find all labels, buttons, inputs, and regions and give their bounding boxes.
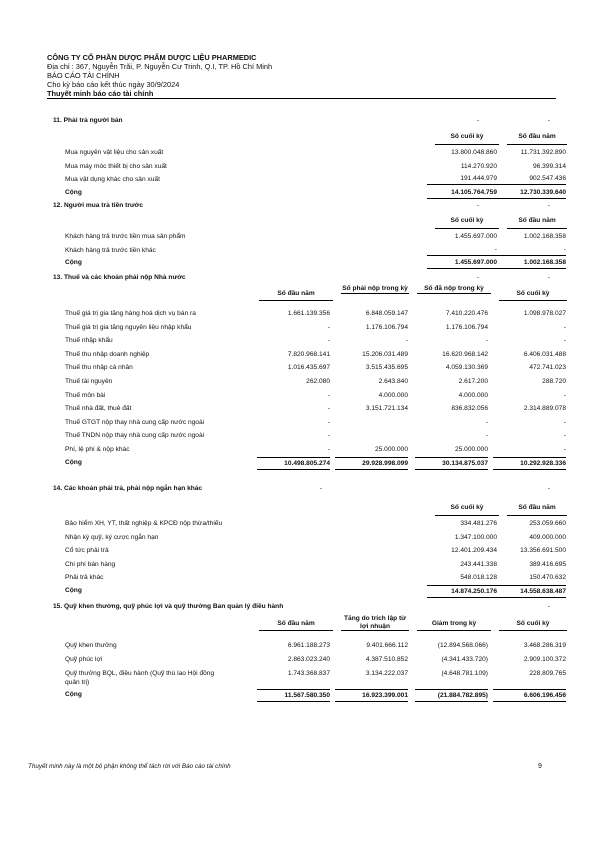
cell-value: 13.800.048.860	[451, 149, 497, 156]
column-headers	[47, 130, 556, 144]
col-header: Số đã nộp trong kỳ	[417, 285, 491, 294]
cell-value: -	[427, 244, 497, 256]
section-11	[47, 116, 566, 198]
section-title: 12. Người mua trả tiền trước	[53, 202, 144, 209]
cell-value: 548.018.128	[460, 574, 497, 581]
cell-value: 7.410.220.476	[445, 310, 488, 317]
table-row	[47, 160, 566, 174]
cell-value: 15.206.031.489	[362, 350, 408, 358]
dash: -	[547, 485, 550, 492]
cell-value: 13.356.691.500	[520, 547, 566, 554]
table-row	[47, 375, 566, 389]
cell-value: 3.468.286.319	[523, 642, 566, 649]
cell-value: 253.059.660	[529, 520, 566, 527]
table-row	[47, 443, 566, 457]
cell-value: -	[327, 418, 330, 426]
row-label: Nhận ký quỹ, ký cược ngắn hạn	[65, 533, 159, 541]
row-label: Cộng	[65, 188, 82, 196]
table-row	[47, 230, 566, 244]
cell-value: 7.820.968.141	[287, 350, 330, 358]
col-header: Giảm trong kỳ	[417, 620, 491, 631]
cell-value: -	[327, 337, 330, 345]
company-name: CÔNG TY CỔ PHẦN DƯỢC PHẨM DƯỢC LIỆU PHARMEDIC	[47, 53, 257, 62]
col-header: Số đầu năm	[507, 214, 567, 229]
cell-value: -	[563, 445, 566, 453]
cell-value: 3.151.721.134	[365, 405, 408, 413]
col-header: Số cuối kỳ	[499, 620, 567, 631]
row-label: Thuế môn bài	[65, 391, 106, 399]
row-label: Thuế thu nhập doanh nghiệp	[65, 350, 150, 358]
cell-value: (21.884.782.895)	[415, 689, 488, 702]
cell-value: 902.547.436	[492, 173, 566, 185]
section-14	[47, 484, 566, 596]
dash: -	[547, 202, 550, 209]
cell-value: 1.002.168.358	[523, 233, 566, 240]
col-header: Số đầu năm	[259, 620, 333, 631]
row-label: Khách hàng trả trước tiền khác	[65, 246, 156, 254]
col-header: Số cuối kỳ	[435, 501, 499, 516]
cell-value: 2.909.100.372	[523, 656, 566, 663]
row-label	[65, 669, 214, 687]
column-headers	[47, 614, 556, 636]
cell-value: 1.455.697.000	[454, 233, 497, 240]
cell-value: 472.741.023	[529, 364, 566, 372]
cell-value: 29.928.998.099	[335, 457, 408, 470]
cell-value: 16.620.968.142	[442, 350, 488, 358]
table-row	[47, 334, 566, 348]
table-row	[47, 389, 566, 403]
notes-title: Thuyết minh báo cáo tài chính	[47, 89, 556, 99]
dash: -	[476, 274, 480, 281]
cell-value: 288.720	[542, 377, 566, 385]
cell-value: -	[327, 405, 330, 413]
dash: -	[476, 202, 480, 209]
table-row	[47, 429, 566, 443]
tax-table-body	[47, 307, 566, 457]
section-title: 13. Thuế và các khoản phải nộp Nhà nước	[53, 274, 186, 281]
cell-value: -	[563, 337, 566, 345]
row-label: Khách hàng trả trước tiền mua sản phẩm	[65, 233, 186, 240]
cell-value: 12.401.209.434	[451, 547, 497, 554]
table-row	[47, 361, 566, 375]
cell-value: 4.059.130.369	[445, 364, 488, 372]
cell-value: -	[327, 323, 330, 331]
cell-value: 11.567.580.350	[257, 689, 330, 702]
col-header: Tăng do trích lập từ lợi nhuận	[341, 615, 409, 631]
row-label: Cổ tức phải trả	[65, 547, 109, 554]
row-label: Thuế giá trị gia tăng hàng hoá dịch vụ bán ra	[65, 310, 196, 317]
cell-value: 6.406.031.488	[523, 350, 566, 358]
table-row	[47, 173, 566, 187]
dash: -	[547, 274, 550, 281]
cell-value: 389.416.695	[529, 560, 566, 568]
cell-value: -	[563, 418, 566, 426]
cell-value: -	[327, 445, 330, 453]
col-header: Số cuối kỳ	[435, 214, 499, 229]
cell-value: 30.134.875.037	[415, 457, 488, 470]
section-12	[47, 201, 566, 268]
cell-value: 25.000.000	[374, 445, 408, 453]
cell-value: -	[563, 323, 566, 331]
document-header	[47, 53, 556, 99]
cell-value: -	[563, 391, 566, 399]
cell-value: -	[563, 432, 566, 440]
table-row	[47, 307, 566, 321]
total-row	[47, 585, 566, 596]
cell-value: 3.134.222.037	[365, 670, 408, 677]
cell-value: 334.481.276	[460, 520, 497, 527]
cell-value: -	[405, 337, 408, 345]
table-row	[47, 146, 566, 160]
cell-value: (4.648.781.109)	[441, 670, 488, 677]
cell-value: 262.080	[306, 377, 330, 385]
row-label: Cộng	[65, 458, 82, 466]
row-label: Thuế tài nguyên	[65, 377, 113, 385]
col-header: Số cuối kỳ	[435, 130, 499, 145]
cell-value: 836.832.056	[451, 405, 488, 413]
section-title: 15. Quỹ khen thưởng, quỹ phúc lợi và quỹ thưởng Ban quản lý điều hành	[53, 603, 284, 610]
row-label: Phải trả khác	[65, 574, 104, 581]
cell-value: 2.617.200	[458, 377, 488, 385]
cell-value: 16.923.399.001	[335, 689, 408, 702]
cell-value: 2.863.023.240	[287, 656, 330, 663]
report-period: Cho kỳ báo cáo kết thúc ngày 30/9/2024	[47, 80, 180, 89]
page-number: 9	[538, 763, 542, 770]
col-header: Số đầu năm	[507, 130, 567, 145]
dash: -	[547, 117, 550, 124]
cell-value: -	[485, 418, 488, 426]
row-label: Phí, lệ phí & nộp khác	[65, 445, 130, 453]
row-label: Thuế giá trị gia tăng nguyên liệu nhập khẩu	[65, 323, 192, 331]
total-row	[47, 689, 566, 701]
cell-value: 1.347.100.000	[454, 533, 497, 541]
table-row	[47, 653, 566, 667]
cell-value: 6.606.196.456	[493, 689, 566, 702]
cell-value: 6.848.059.147	[365, 310, 408, 317]
table-row	[47, 558, 566, 572]
total-row	[47, 257, 566, 268]
cell-value: 243.441.338	[460, 560, 497, 568]
cell-value: 2.643.840	[378, 377, 408, 385]
cell-value: 1.743.368.837	[287, 670, 330, 677]
cell-value: -	[327, 432, 330, 440]
cell-value: -	[485, 337, 488, 345]
column-headers	[47, 284, 556, 306]
row-label: Thuế nhập khẩu	[65, 337, 113, 345]
table-row	[47, 244, 566, 258]
row-label: Mua vật dụng khác cho sản xuất	[65, 176, 160, 183]
table-row	[47, 402, 566, 416]
cell-value: 10.292.928.336	[493, 457, 566, 470]
row-label: Thuế thu nhập cá nhân	[65, 364, 133, 372]
col-header: Số phải nộp trong kỳ	[342, 285, 408, 292]
cell-value: 12.730.339.640	[492, 187, 566, 199]
cell-value: 25.000.000	[454, 445, 488, 453]
table-row	[47, 667, 566, 689]
cell-value: 1.661.139.356	[287, 310, 330, 317]
cell-value: 114.270.920	[460, 162, 497, 170]
cell-value: 1.176.106.794	[365, 323, 408, 331]
cell-value: -	[485, 432, 488, 440]
row-label: Mua máy móc thiết bị cho sản xuất	[65, 162, 167, 170]
cell-value: 1.002.168.358	[492, 257, 566, 269]
cell-value: -	[492, 244, 566, 256]
row-label: Cộng	[65, 586, 82, 594]
cell-value: 14.105.764.759	[427, 187, 497, 199]
cell-value: 14.558.638.487	[492, 585, 566, 598]
cell-value: 150.470.632	[529, 574, 566, 581]
row-label-line: Quỹ thưởng BQL, điều hành (Quỹ thù lao Hội đồng	[65, 670, 215, 677]
cell-value: 10.498.805.274	[257, 457, 330, 470]
cell-value: 9.401.666.112	[366, 642, 408, 649]
cell-value: 1.455.697.000	[427, 257, 497, 269]
table-row	[47, 348, 566, 362]
row-label: Chi phí bán hàng	[65, 560, 116, 568]
cell-value: 409.000.000	[529, 533, 566, 541]
cell-value: 191.444.979	[427, 173, 497, 185]
cell-value: (4.341.433.720)	[441, 656, 488, 663]
row-label: Thuế TNDN nộp thay nhà cung cấp nước ngoài	[65, 432, 205, 440]
col-header: Số đầu năm	[259, 290, 333, 301]
report-title: BÁO CÁO TÀI CHÍNH	[47, 71, 120, 80]
cell-value: 6.961.188.273	[287, 642, 330, 649]
col-header: Số cuối kỳ	[499, 290, 567, 301]
cell-value: 4.000.000	[378, 391, 408, 399]
cell-value: 4.000.000	[458, 391, 488, 399]
column-headers	[47, 214, 556, 228]
cell-value: 3.515.435.695	[365, 364, 408, 372]
table-row	[47, 531, 566, 545]
company-address: Địa chỉ : 367, Nguyễn Trãi, P. Nguyễn Cư Trinh, Q.I, TP. Hồ Chí Minh	[47, 62, 273, 71]
row-label: Thuế nhà đất, thuê đất	[65, 405, 132, 413]
cell-value: 96.399.314	[532, 162, 566, 170]
table-row	[47, 639, 566, 653]
row-label: Cộng	[65, 691, 82, 698]
cell-value: 14.874.250.176	[427, 585, 497, 598]
row-label: Thuế GTGT nộp thay nhà cung cấp nước ngoài	[65, 418, 205, 426]
row-label: Bảo hiểm XH, YT, thất nghiệp & KPCĐ nộp thừa/thiếu	[65, 520, 223, 527]
cell-value: (12.894.568.066)	[437, 642, 488, 649]
dash: -	[319, 485, 323, 492]
cell-value: 4.387.510.852	[365, 656, 408, 663]
total-row	[47, 187, 566, 198]
column-headers	[47, 501, 556, 515]
row-label: Quỹ khen thưởng	[65, 642, 117, 649]
section-title: 14. Các khoản phải trả, phải nộp ngắn hạn khác	[53, 485, 203, 492]
cell-value: 228.809.765	[529, 670, 566, 677]
section-13	[47, 273, 566, 468]
table-row	[47, 571, 566, 585]
row-label-line: quản trị)	[65, 679, 90, 686]
row-label: Quỹ phúc lợi	[65, 656, 103, 663]
col-header: Số đầu năm	[507, 501, 567, 516]
cell-value: 1.016.435.697	[287, 364, 330, 372]
cell-value: -	[327, 391, 330, 399]
section-title: 11. Phải trả người bán	[53, 117, 123, 124]
dash: -	[547, 603, 550, 610]
row-label: Cộng	[65, 259, 82, 266]
cell-value: 11.731.392.890	[520, 149, 566, 156]
cell-value: 1.176.106.794	[445, 323, 488, 331]
cell-value: 1.098.978.027	[523, 310, 566, 317]
total-row	[47, 457, 566, 468]
table-row	[47, 517, 566, 531]
cell-value: 2.314.889.078	[523, 405, 566, 413]
footer-note: Thuyết minh này là một bộ phận không thể tách rời với Báo cáo tài chính	[28, 763, 231, 770]
payables-table-body	[47, 517, 566, 585]
row-label: Mua nguyên vật liệu cho sản xuất	[65, 149, 164, 156]
table-row	[47, 544, 566, 558]
section-15	[47, 602, 566, 701]
dash: -	[476, 117, 480, 124]
table-row	[47, 416, 566, 430]
table-row	[47, 321, 566, 335]
